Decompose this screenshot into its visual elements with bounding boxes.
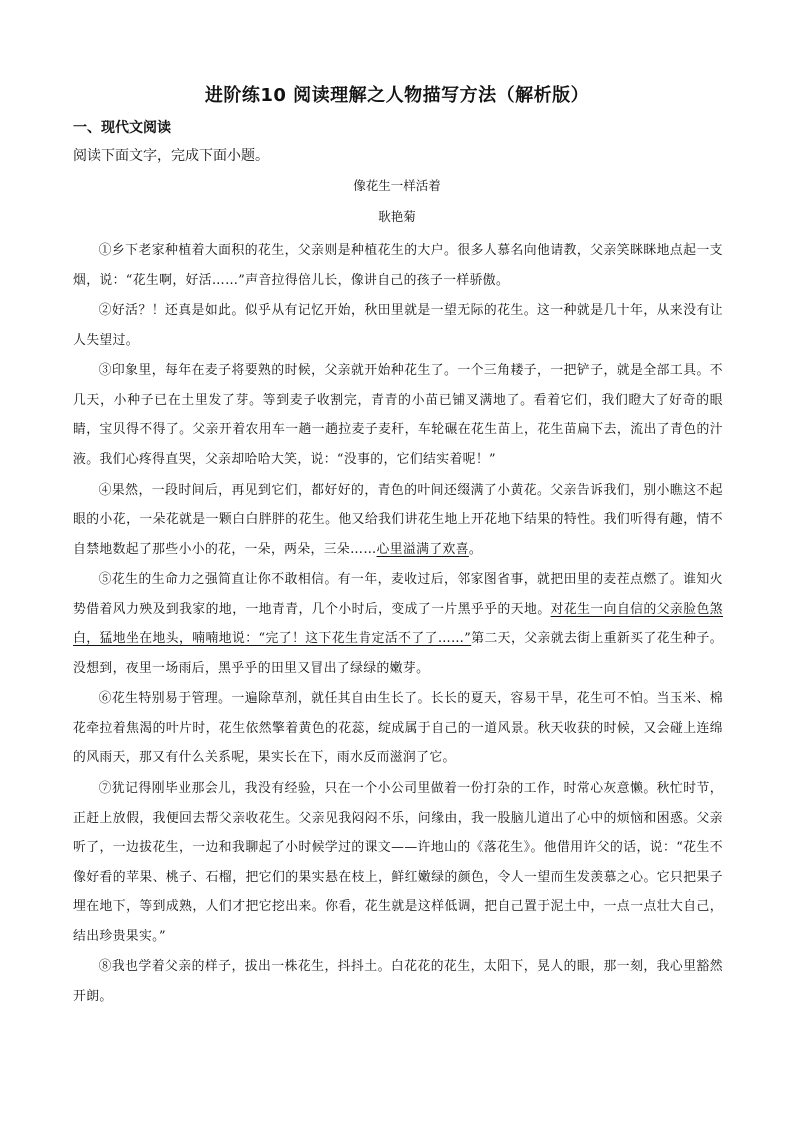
paragraph-4-end: 。 bbox=[468, 541, 483, 557]
underlined-phrase: 心里溢满了欢喜 bbox=[376, 541, 469, 557]
passage-body bbox=[73, 236, 723, 1013]
underlined-sentence: 对花生一向自信的父亲脸色煞白，猛地坐在地头，喃喃地说：“完了！这下花生肯定活不了了……” bbox=[73, 601, 724, 647]
paragraph-2: ②好活？！还真是如此。似乎从有记忆开始，秋田里就是一望无际的花生。这一种就是几十年，从来没有让人失望过。 bbox=[73, 303, 723, 348]
paragraph-5-text: ⑤花生的生命力之强简直让你不敢相信。有一年，麦收过后，邻家图省事，就把田里的麦茬点燃了。谁知火势借着风力殃及到我家的地，一地青青，几个小时后，变成了一片黑乎乎的天地。 bbox=[73, 572, 723, 617]
paragraph-8: ⑧我也学着父亲的样子，拔出一株花生，抖抖土。白花花的花生，太阳下，晃人的眼，那一刻，我心里豁然开朗。 bbox=[73, 959, 723, 1004]
reading-instruction: 阅读下面文字，完成下面小题。 bbox=[73, 148, 269, 164]
paragraph-5-end: 第二天，父亲就去街上重新买了花生种子。没想到，夜里一场雨后，黑乎乎的田里又冒出了绿绿的嫩芽。 bbox=[73, 631, 724, 676]
passage-author: 耿艳菊 bbox=[378, 209, 416, 224]
section-heading: 一、现代文阅读 bbox=[73, 120, 171, 136]
paragraph-7: ⑦犹记得刚毕业那会儿，我没有经验，只在一个小公司里做着一份打杂的工作，时常心灰意懒。秋忙时节，正赶上放假，我便回去帮父亲收花生。父亲见我闷闷不乐，问缘由，我一股脑儿道出了心中的烦恼和困惑。父亲听了，一边拔花生，一边和我聊起了小时候学过的课文——许地山的《落花生》。他借用许父的话，说：“花生不像好看的苹果、桃子、石榴，把它们的果实悬在枝上，鲜红嫩绿的颜色，令人一望而生发羡慕之心。它只把果子埋在地下，等到成熟，人们才把它挖出来。你看，花生就是这样低调，把自己置于泥土中，一点一点壮大自己，结出珍贵果实。” bbox=[73, 781, 723, 944]
paragraph-1: ①乡下老家种植着大面积的花生，父亲则是种植花生的大户。很多人慕名向他请教，父亲笑眯眯地点起一支烟，说：“花生啊，好活……”声音拉得倍儿长，像讲自己的孩子一样骄傲。 bbox=[73, 243, 723, 288]
paragraph-4-text: ④果然，一段时间后，再见到它们，都好好的，青色的叶间还缀满了小黄花。父亲告诉我们，别小瞧这不起眼的小花，一朵花就是一颗白白胖胖的花生。他又给我们讲花生地上开花地下结果的特性。我们听得有趣，情不自禁地数起了那些小小的花，一朵，两朵，三朵…… bbox=[73, 482, 723, 557]
document-title: 进阶练10 阅读理解之人物描写方法（解析版） bbox=[204, 85, 590, 106]
paragraph-4 bbox=[73, 476, 723, 565]
paragraph-3: ③印象里，每年在麦子将要熟的时候，父亲就开始种花生了。一个三角耧子，一把铲子，就是全部工具。不几天，小种子已在土里发了芽。等到麦子收割完，青青的小苗已铺叉满地了。看着它们，我们瞪大了好奇的眼睛，宝贝得不得了。父亲开着农用车一趟一趟拉麦子麦秆，车轮碾在花生苗上，花生苗扁下去，流出了青色的汁液。我们心疼得直哭，父亲却哈哈大笑，说：“没事的，它们结实着呢！” bbox=[73, 363, 723, 467]
paragraph-6: ⑥花生特别易于管理。一遍除草剂，就任其自由生长了。长长的夏天，容易干旱，花生可不怕。当玉米、棉花牵拉着焦渴的叶片时，花生依然擎着黄色的花蕊，绽成属于自己的一道风景。秋天收获的时候，又会碰上连绵的风雨天，那又有什么关系呢，果实长在下，雨水反而滋润了它。 bbox=[73, 691, 723, 766]
passage-title: 像花生一样活着 bbox=[353, 178, 441, 193]
paragraph-5 bbox=[73, 565, 723, 683]
